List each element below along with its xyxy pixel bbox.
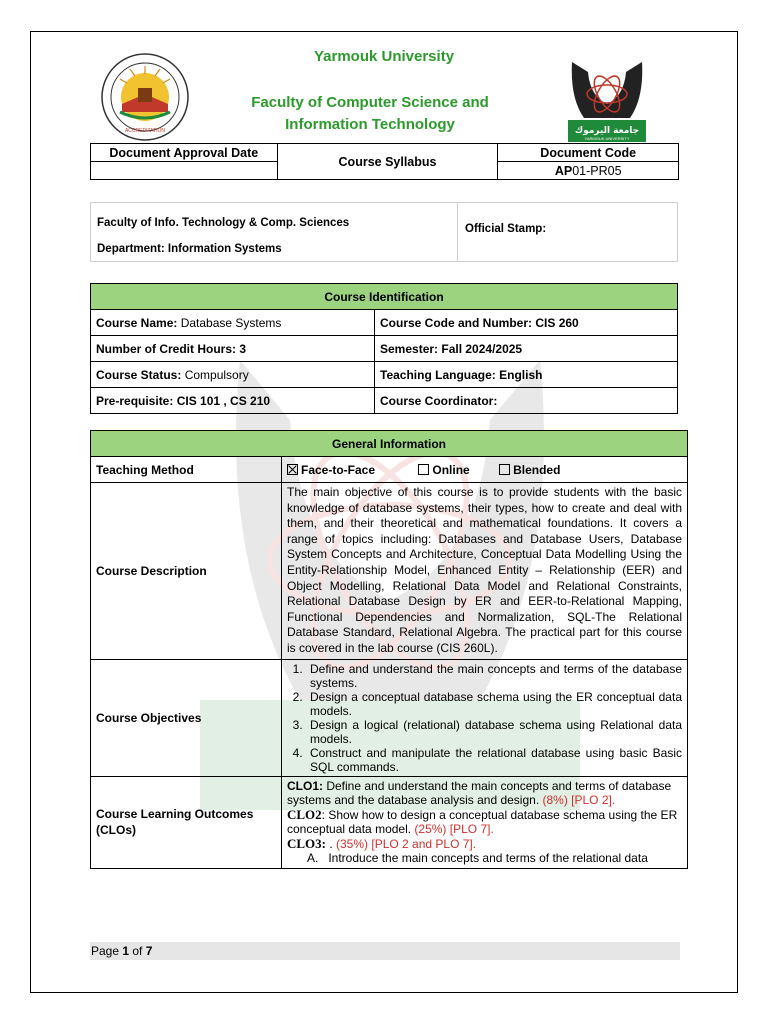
course-objectives-label: Course Objectives [91,659,282,776]
course-coordinator: Course Coordinator: [375,388,678,414]
credit-hours: Number of Credit Hours: 3 [91,336,375,362]
clo2: CLO2: Show how to design a conceptual database schema using the ER conceptual data model. (25%) [PLO 7]. [287,806,678,837]
clo1: CLO1: Define and understand the main concepts and terms of database systems and the database analysis and design. (8%) [PLO 2]. [287,778,672,808]
yarmouk-logo-icon [566,48,648,144]
checkbox-icon [418,464,429,475]
teaching-method-label: Teaching Method [91,457,282,483]
department-name: Department: Information Systems [97,243,282,255]
clo3-subitem-a: A. Introduce the main concepts and terms of the relational data [307,851,648,866]
course-code: Course Code and Number: CIS 260 [375,310,678,336]
divider [457,203,458,261]
course-name: Course Name: Database Systems [91,310,375,336]
svg-text:ACCREDITATION: ACCREDITATION [124,128,166,134]
checkbox-checked-icon [287,464,298,475]
objective-item: 4. Construct and manipulate the relational database using basic Basic SQL commands. [306,746,682,774]
prerequisite: Pre-requisite: CIS 101 , CS 210 [91,388,375,414]
general-information-table [90,430,688,869]
teaching-method-options [282,457,688,483]
objective-item: 1. Define and understand the main concepts and terms of the database systems. [306,662,682,690]
page-number: Page 1 of 7 [91,944,153,958]
objective-item: 3. Design a logical (relational) database schema using Relational data models. [306,718,682,746]
svg-text:جامعة اليرموك: جامعة اليرموك [574,126,640,136]
face-to-face-option[interactable]: Face-to-Face [287,463,375,477]
course-status: Course Status: Compulsory [91,362,375,388]
document-header-table [90,143,679,180]
doc-code-label: Document Code [498,144,679,162]
approval-date-value [91,162,278,180]
objective-item: 2. Design a conceptual database schema using the ER conceptual data models. [306,690,682,718]
course-description: The main objective of this course is to provide students with the basic knowledge of database systems, their types, how to create and deal with them, and their theoretical and mathematical foundations. It covers a range of topics including: Databases and Database Users, Database System Concepts and Architecture, Conceptual Data Modelling Using the Entity-Relationship Model, Enhanced Entity – Relationship (EER) and Object Modelling, Relational Data Model and Relational Constraints, Relational Database Design by ER and EER-to-Relational Mapping, Functional Dependencies and Normalization, SQL-The Relational Database Standard, Relational Algebra. The practical part for this course is covered in the lab course (CIS 260L). [282,483,688,660]
doc-title: Course Syllabus [277,144,498,180]
svg-text:YARMOUK UNIVERSITY: YARMOUK UNIVERSITY [584,136,630,141]
course-identification-title: Course Identification [91,284,678,310]
online-option[interactable]: Online [418,463,469,477]
official-stamp-label: Official Stamp: [465,223,547,235]
course-description-label: Course Description [91,483,282,660]
faculty-box [90,202,678,262]
footer-bar [90,942,680,960]
doc-code-value: AP01-PR05 [498,162,679,180]
blended-option[interactable]: Blended [499,463,560,477]
accreditation-logo-icon [100,52,190,142]
checkbox-icon [499,464,510,475]
general-information-title: General Information [91,431,688,457]
approval-date-label: Document Approval Date [91,144,278,162]
teaching-language: Teaching Language: English [375,362,678,388]
clo-label: Course Learning Outcomes (CLOs) [91,776,282,868]
course-objectives [282,659,688,776]
course-identification-table [90,283,678,414]
semester: Semester: Fall 2024/2025 [375,336,678,362]
clo3: CLO3: . (35%) [PLO 2 and PLO 7]. [287,835,477,851]
faculty-title: Faculty of Computer Science and Information Technology [251,94,489,133]
university-title: Yarmouk University [313,48,455,65]
faculty-name: Faculty of Info. Technology & Comp. Sciences [97,217,350,229]
clo-list [282,776,688,868]
